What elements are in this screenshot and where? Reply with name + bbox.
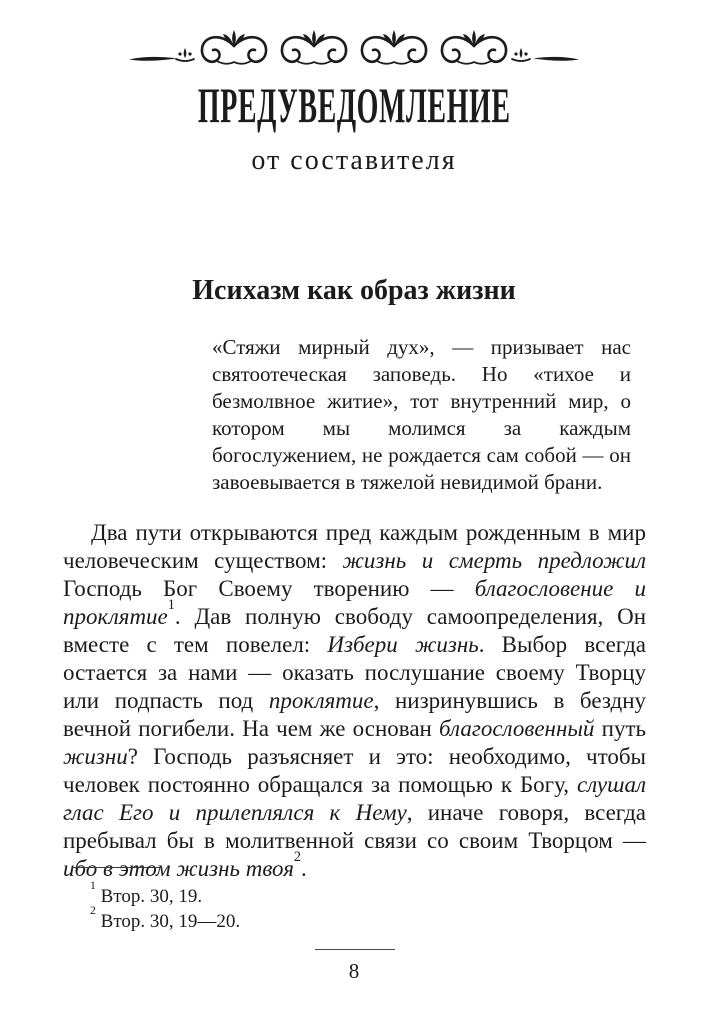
footnote-marker: 1 bbox=[90, 879, 96, 893]
page-subtitle: от составителя bbox=[251, 145, 457, 176]
text-run: путь bbox=[594, 716, 646, 741]
body-paragraph bbox=[63, 519, 646, 883]
emphasized-text: благословение и проклятие bbox=[63, 576, 646, 629]
footnote-text: Втор. 30, 19—20. bbox=[100, 911, 241, 932]
emphasized-text: жизни bbox=[63, 744, 128, 769]
header-ornament-icon bbox=[129, 28, 579, 78]
text-run: . Дав полную свободу самоопределения, Он вместе с тем повелел: bbox=[63, 604, 646, 657]
text-run: Два пути открываются пред каждым рожденным в мир человеческим существом: bbox=[63, 520, 646, 573]
footnotes bbox=[90, 879, 510, 934]
footnote-item bbox=[90, 904, 510, 934]
footnote-ref: 2 bbox=[293, 848, 302, 865]
footnote-marker: 2 bbox=[90, 904, 96, 918]
text-run: Господь Бог Своему творению — bbox=[63, 576, 475, 601]
text-run: . bbox=[301, 856, 307, 881]
emphasized-text: жизнь и смерть предложил bbox=[342, 548, 646, 573]
epigraph: «Стяжи мирный дух», — призывает нас святоотеческая заповедь. Но «тихое и безмолвное житие», тот внутренний мир, о котором мы молимся за каждым богослужением, не рождается сам собой — он завоевывается в тяжелой невидимой брани. bbox=[212, 335, 631, 494]
section-heading: Исихазм как образ жизни bbox=[192, 275, 516, 306]
page-number-divider bbox=[315, 949, 395, 950]
text-run: ? Господь разъясняет и это: необходимо, чтобы человек постоянно обращался за помощью к Богу, bbox=[63, 744, 646, 797]
emphasized-text: проклятие bbox=[268, 688, 374, 713]
footnote-separator bbox=[72, 867, 162, 868]
footnote-ref: 1 bbox=[167, 596, 175, 613]
emphasized-text: слушал глас Его и прилеплялся к Нему bbox=[63, 772, 646, 825]
footnote-item bbox=[90, 879, 510, 909]
page-number: 8 bbox=[348, 959, 360, 983]
page-title-wrap bbox=[0, 77, 708, 133]
emphasized-text: ибо в этом жизнь твоя bbox=[63, 856, 294, 881]
emphasized-text: Избери жизнь bbox=[327, 632, 479, 657]
emphasized-text: благословенный bbox=[439, 716, 595, 741]
text-run: . Выбор всегда остается за нами — оказать послушание своему Творцу или подпасть под bbox=[63, 632, 646, 713]
text-run: , низринувшись в бездну вечной погибели. На чем же основан bbox=[63, 688, 646, 741]
text-run: , иначе говоря, всегда пребывал бы в молитвенной связи со своим Творцом — bbox=[63, 800, 646, 853]
footnote-text: Втор. 30, 19. bbox=[100, 886, 203, 907]
page-title: ПРЕДУВЕДОМЛЕНИЕ bbox=[197, 77, 511, 133]
